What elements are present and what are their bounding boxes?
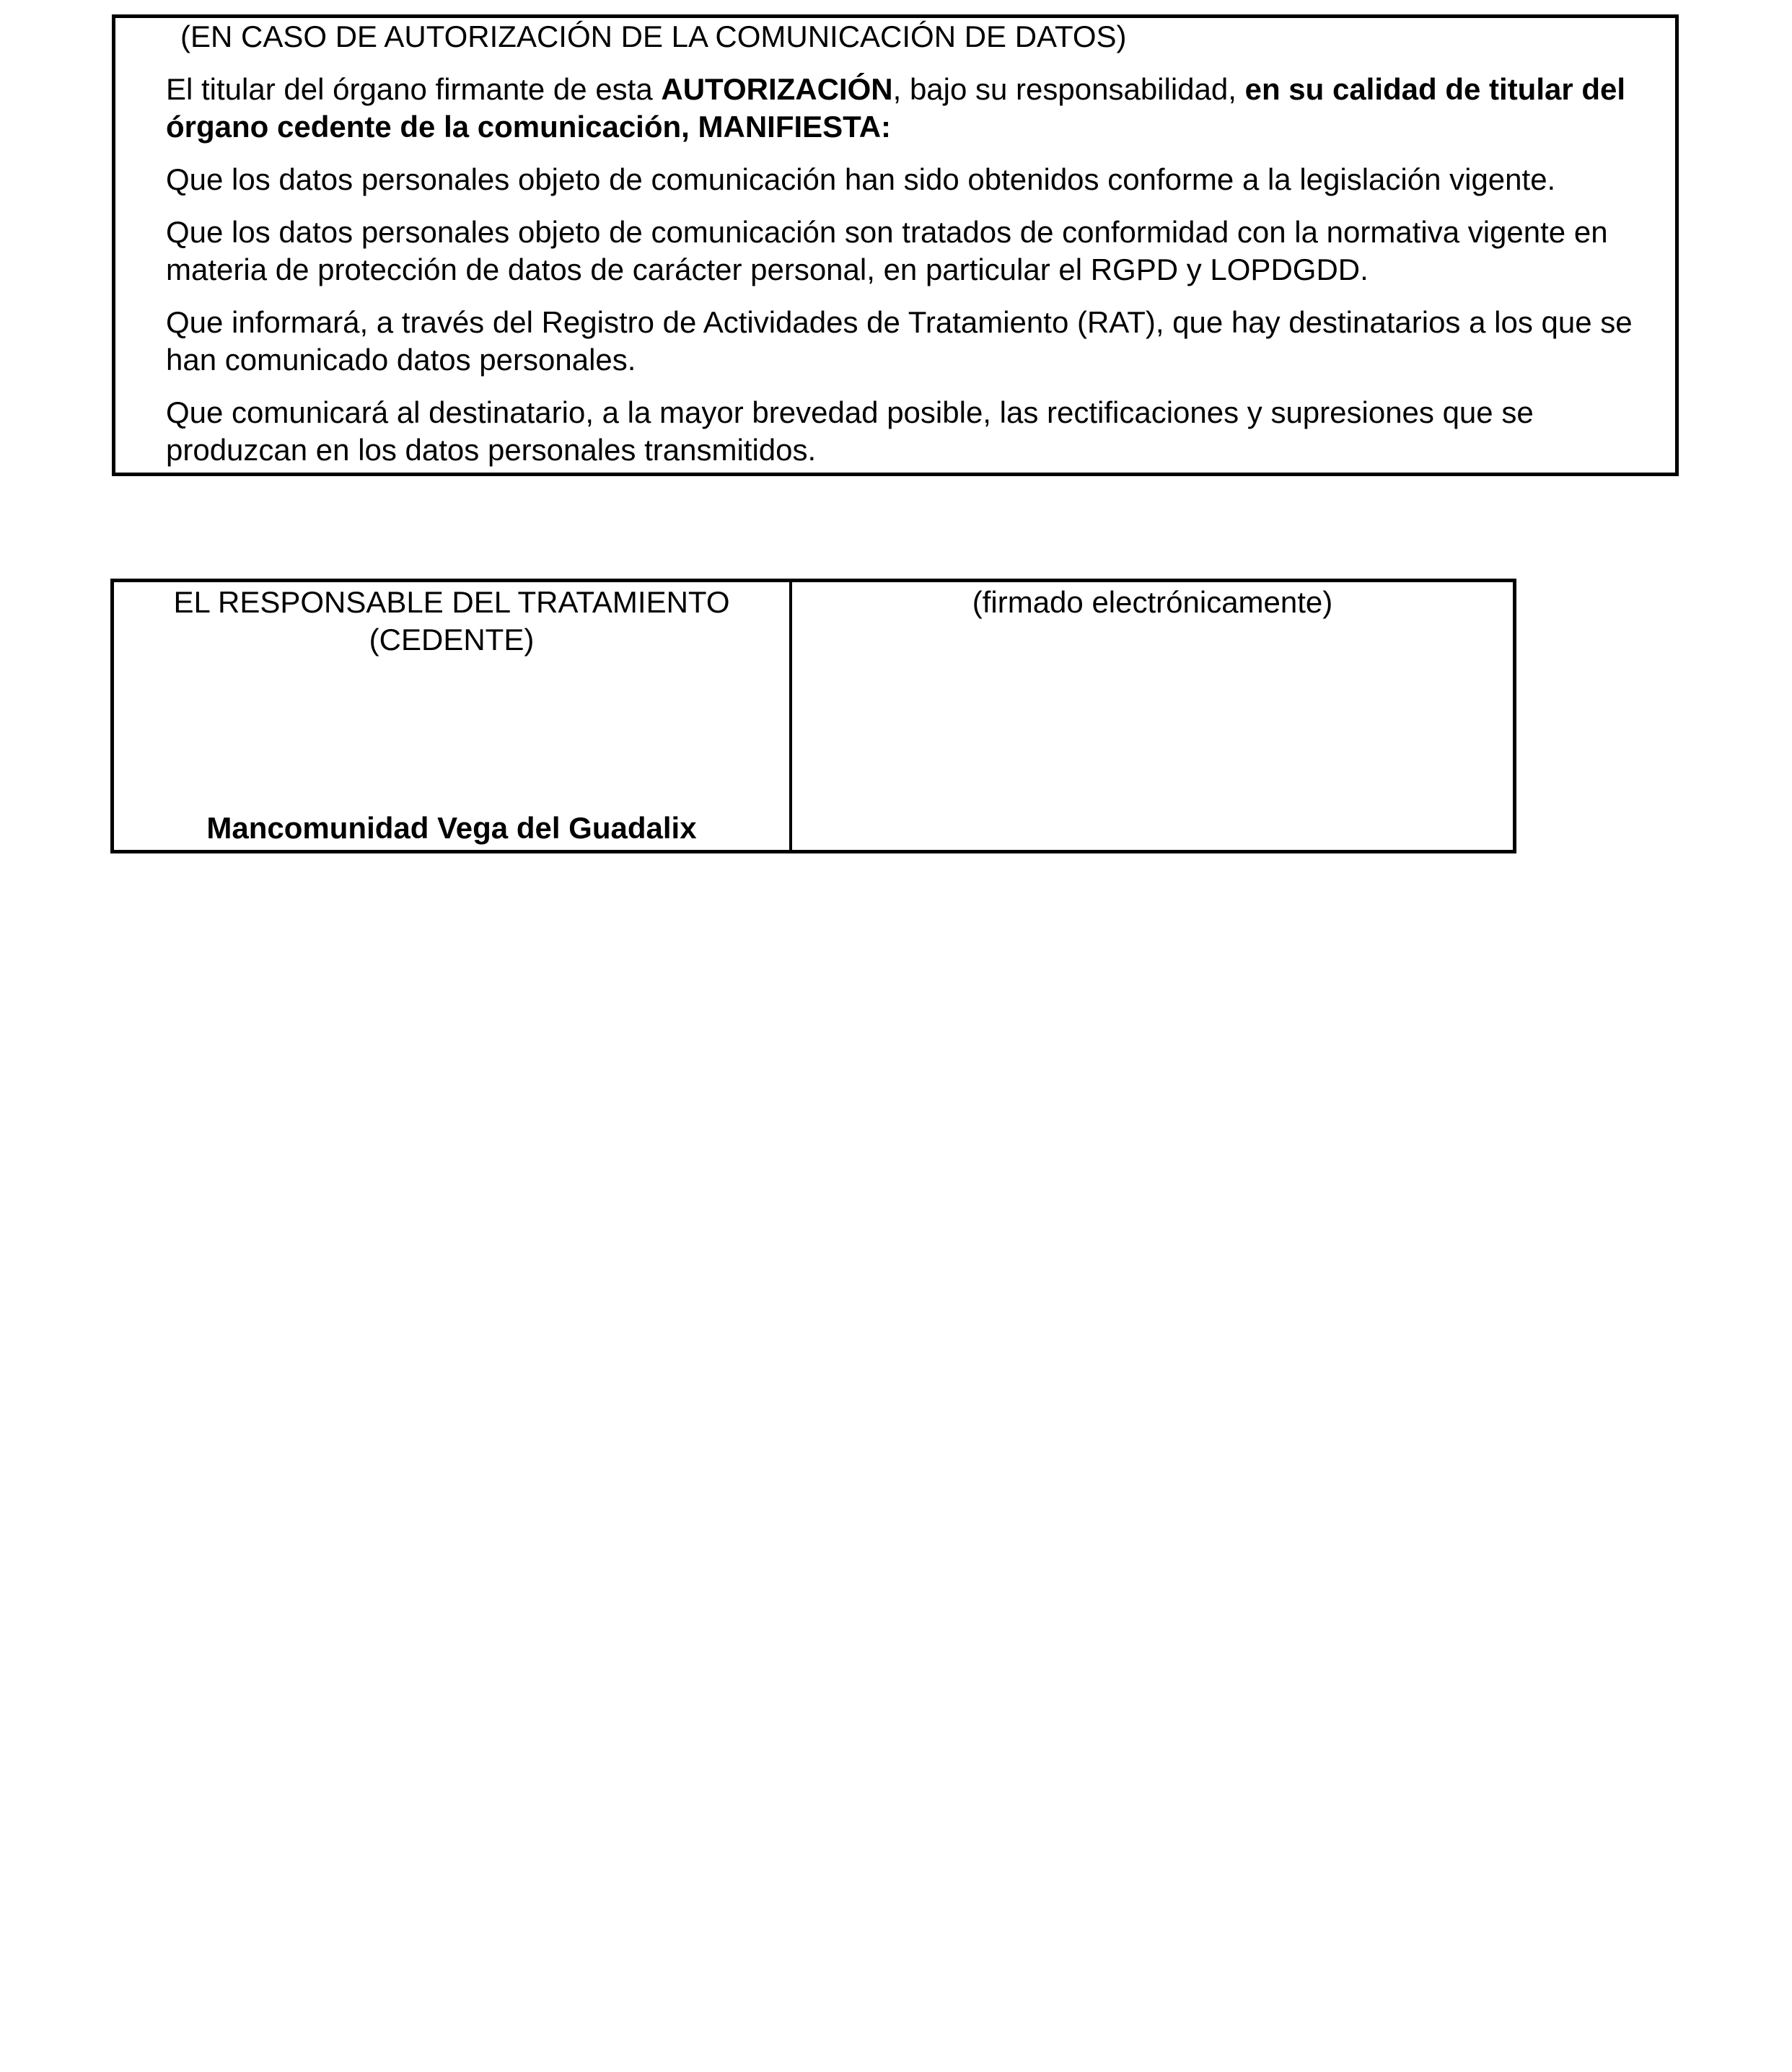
clause-paragraph-4: Que comunicará al destinatario, a la mayor brevedad posible, las rectificaciones y supresiones que se produzcan en los datos personales transmitidos.	[166, 395, 1534, 467]
clause-paragraph-1: Que los datos personales objeto de comunicación han sido obtenidos conforme a la legislación vigente.	[166, 162, 1556, 196]
signature-cell	[792, 582, 1513, 850]
intro-text-1: El titular del órgano firmante de esta	[166, 72, 662, 106]
intro-text-2: , bajo su responsabilidad,	[892, 72, 1245, 106]
signature-table	[110, 579, 1516, 853]
responsible-subtitle: (CEDENTE)	[369, 623, 535, 657]
signature-note: (firmado electrónicamente)	[972, 585, 1333, 619]
clause-paragraph-3: Que informará, a través del Registro de Actividades de Tratamiento (RAT), que hay destinatarios a los que se han comunicado datos personales.	[166, 305, 1633, 377]
signer-name: Mancomunidad Vega del Guadalix	[206, 811, 697, 845]
clause-paragraph-2: Que los datos personales objeto de comunicación son tratados de conformidad con la normativa vigente en materia de protección de datos de carácter personal, en particular el RGPD y LOPDGDD.	[166, 215, 1608, 286]
intro-bold-authorization: AUTORIZACIÓN	[661, 72, 893, 106]
authorization-heading: (EN CASO DE AUTORIZACIÓN DE LA COMUNICACIÓN DE DATOS)	[180, 19, 1127, 53]
intro-bold-manifiesta: en su calidad de titular del órgano cedente de la comunicación, MANIFIESTA:	[166, 72, 1626, 144]
responsible-cell	[114, 582, 792, 850]
authorization-box	[112, 14, 1679, 476]
responsible-title: EL RESPONSABLE DEL TRATAMIENTO	[173, 585, 730, 619]
intro-paragraph	[166, 71, 1653, 146]
